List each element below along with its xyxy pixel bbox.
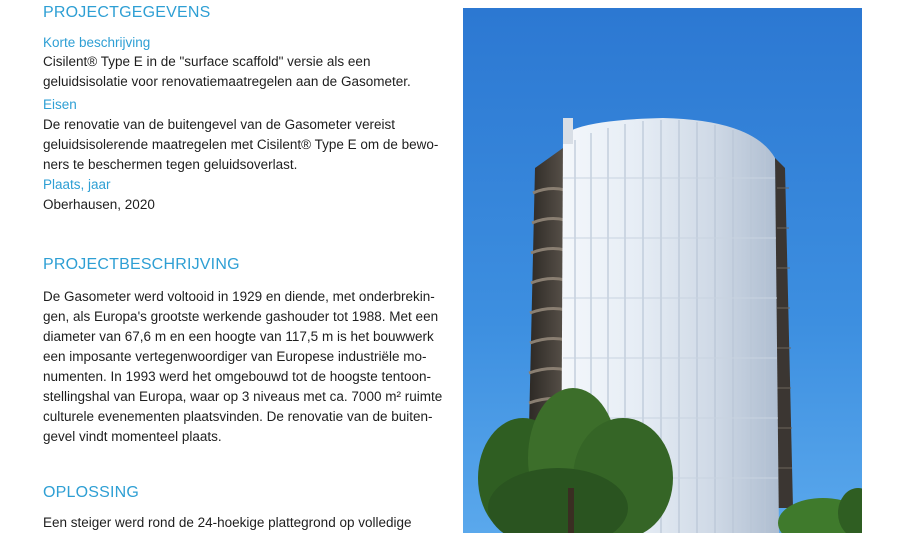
text-line: geluidsisolatie voor renovatiemaatregelen aan de Gasometer.: [43, 74, 411, 89]
oplossing-text: [43, 513, 412, 533]
gasometer-photo: [463, 8, 862, 533]
projectbeschrijving-text: [43, 287, 442, 447]
label-eisen: Eisen: [43, 97, 77, 112]
heading-oplossing: OPLOSSING: [43, 484, 140, 501]
text-line: gevel vindt momenteel plaats.: [43, 429, 222, 444]
text-line: Oberhausen, 2020: [43, 197, 155, 212]
text-line: diameter van 67,6 m en een hoogte van 117,5 m is het bouwwerk: [43, 329, 434, 344]
label-korte-beschrijving: Korte beschrijving: [43, 35, 151, 50]
gasometer-illustration: [463, 8, 862, 533]
text-line: een imposante vertegenwoordiger van Europese industriële mo-: [43, 349, 427, 364]
text-line: Cisilent® Type E in de "surface scaffold" versie als een: [43, 54, 371, 69]
text-line: Een steiger werd rond de 24-hoekige plattegrond op volledige: [43, 515, 412, 530]
text-line: culturele evenementen plaatsvinden. De renovatie van de buiten-: [43, 409, 433, 424]
label-plaats-jaar: Plaats, jaar: [43, 177, 111, 192]
text-line: De Gasometer werd voltooid in 1929 en diende, met onderbrekin-: [43, 289, 435, 304]
top-crane: [563, 118, 573, 144]
text-line: stellingshal van Europa, waar op 3 niveaus met ca. 7000 m² ruimte: [43, 389, 443, 404]
korte-beschrijving-text: [43, 52, 411, 92]
text-line: De renovatie van de buitengevel van de Gasometer vereist: [43, 117, 395, 132]
text-line: geluidsisolerende maatregelen met Cisilent® Type E om de bewo-: [43, 137, 439, 152]
heading-projectgegevens: PROJECTGEGEVENS: [43, 4, 211, 21]
text-line: numenten. In 1993 werd het omgebouwd tot de hoogste tentoon-: [43, 369, 432, 384]
text-line: gen, als Europa's grootste werkende gashouder tot 1988. Met een: [43, 309, 439, 324]
eisen-text: [43, 115, 438, 175]
plaats-jaar-value: [43, 195, 155, 215]
text-line: ners te beschermen tegen geluidsoverlast.: [43, 157, 298, 172]
heading-projectbeschrijving: PROJECTBESCHRIJVING: [43, 256, 240, 273]
